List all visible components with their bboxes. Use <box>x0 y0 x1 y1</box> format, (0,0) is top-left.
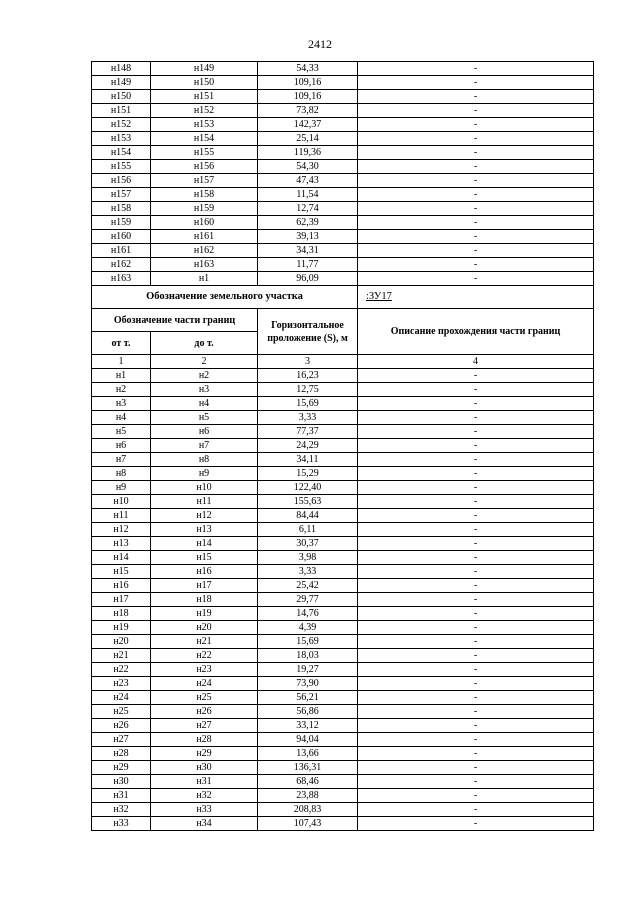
table-row <box>92 62 594 76</box>
table-row <box>92 607 594 621</box>
description-cell: - <box>358 733 594 747</box>
from-point-cell: н26 <box>92 719 151 733</box>
from-point-cell: н24 <box>92 691 151 705</box>
table-row <box>92 76 594 90</box>
from-point-cell: н161 <box>92 244 151 258</box>
description-cell: - <box>358 663 594 677</box>
table-row <box>92 593 594 607</box>
to-point-cell: н3 <box>151 383 258 397</box>
table-row <box>92 230 594 244</box>
to-point-cell: н5 <box>151 411 258 425</box>
to-point-cell: н30 <box>151 761 258 775</box>
from-point-cell: н30 <box>92 775 151 789</box>
table-row <box>92 551 594 565</box>
description-cell: - <box>358 635 594 649</box>
from-point-cell: н153 <box>92 132 151 146</box>
from-point-cell: н27 <box>92 733 151 747</box>
distance-cell: 3,33 <box>258 565 358 579</box>
from-point-cell: н155 <box>92 160 151 174</box>
table-row <box>92 747 594 761</box>
description-cell: - <box>358 747 594 761</box>
to-point-cell: н15 <box>151 551 258 565</box>
table-row <box>92 621 594 635</box>
from-point-cell: н16 <box>92 579 151 593</box>
table-row <box>92 174 594 188</box>
zone-label: Обозначение земельного участка <box>92 286 358 309</box>
distance-cell: 24,29 <box>258 439 358 453</box>
distance-cell: 15,69 <box>258 635 358 649</box>
description-cell: - <box>358 467 594 481</box>
distance-cell: 62,39 <box>258 216 358 230</box>
to-point-cell: н23 <box>151 663 258 677</box>
description-cell: - <box>358 691 594 705</box>
distance-cell: 3,33 <box>258 411 358 425</box>
description-cell: - <box>358 817 594 831</box>
distance-cell: 208,83 <box>258 803 358 817</box>
description-cell: - <box>358 789 594 803</box>
distance-cell: 96,09 <box>258 272 358 286</box>
distance-cell: 15,69 <box>258 397 358 411</box>
distance-cell: 122,40 <box>258 481 358 495</box>
from-point-cell: н20 <box>92 635 151 649</box>
from-point-cell: н33 <box>92 817 151 831</box>
description-cell: - <box>358 188 594 202</box>
distance-cell: 14,76 <box>258 607 358 621</box>
to-point-cell: н1 <box>151 272 258 286</box>
description-cell: - <box>358 803 594 817</box>
to-point-cell: н16 <box>151 565 258 579</box>
to-point-cell: н32 <box>151 789 258 803</box>
description-cell: - <box>358 761 594 775</box>
table-row <box>92 439 594 453</box>
table-row <box>92 565 594 579</box>
description-cell: - <box>358 719 594 733</box>
description-cell: - <box>358 453 594 467</box>
description-cell: - <box>358 118 594 132</box>
to-point-cell: н24 <box>151 677 258 691</box>
to-point-cell: н18 <box>151 593 258 607</box>
table-row <box>92 132 594 146</box>
table-row <box>92 104 594 118</box>
distance-cell: 109,16 <box>258 76 358 90</box>
table-row <box>92 789 594 803</box>
from-point-cell: н15 <box>92 565 151 579</box>
from-point-cell: н151 <box>92 104 151 118</box>
to-point-cell: н19 <box>151 607 258 621</box>
distance-cell: 39,13 <box>258 230 358 244</box>
from-point-cell: н5 <box>92 425 151 439</box>
to-point-cell: н27 <box>151 719 258 733</box>
description-cell: - <box>358 258 594 272</box>
to-point-cell: н14 <box>151 537 258 551</box>
to-point-cell: н158 <box>151 188 258 202</box>
to-point-cell: н2 <box>151 369 258 383</box>
table-row <box>92 481 594 495</box>
distance-cell: 68,46 <box>258 775 358 789</box>
table-row <box>92 216 594 230</box>
distance-cell: 54,30 <box>258 160 358 174</box>
to-point-cell: н21 <box>151 635 258 649</box>
from-point-cell: н18 <box>92 607 151 621</box>
from-point-cell: н23 <box>92 677 151 691</box>
to-point-cell: н10 <box>151 481 258 495</box>
description-cell: - <box>358 216 594 230</box>
distance-cell: 13,66 <box>258 747 358 761</box>
distance-cell: 11,54 <box>258 188 358 202</box>
from-point-cell: н2 <box>92 383 151 397</box>
description-cell: - <box>358 104 594 118</box>
from-point-cell: н12 <box>92 523 151 537</box>
distance-cell: 47,43 <box>258 174 358 188</box>
table-body-top <box>92 62 594 286</box>
to-point-cell: н34 <box>151 817 258 831</box>
distance-cell: 30,37 <box>258 537 358 551</box>
table-row <box>92 691 594 705</box>
description-cell: - <box>358 481 594 495</box>
to-point-cell: н6 <box>151 425 258 439</box>
column-number-2: 2 <box>151 355 258 369</box>
distance-cell: 19,27 <box>258 663 358 677</box>
table-row <box>92 817 594 831</box>
table-row <box>92 761 594 775</box>
column-number-1: 1 <box>92 355 151 369</box>
to-point-cell: н33 <box>151 803 258 817</box>
to-point-cell: н152 <box>151 104 258 118</box>
distance-cell: 25,42 <box>258 579 358 593</box>
distance-cell: 23,88 <box>258 789 358 803</box>
to-point-cell: н20 <box>151 621 258 635</box>
table-row <box>92 775 594 789</box>
description-cell: - <box>358 425 594 439</box>
distance-cell: 56,21 <box>258 691 358 705</box>
table-row <box>92 523 594 537</box>
description-cell: - <box>358 551 594 565</box>
to-point-cell: н22 <box>151 649 258 663</box>
to-point-cell: н8 <box>151 453 258 467</box>
description-cell: - <box>358 62 594 76</box>
description-cell: - <box>358 160 594 174</box>
from-point-cell: н1 <box>92 369 151 383</box>
from-point-cell: н154 <box>92 146 151 160</box>
description-cell: - <box>358 411 594 425</box>
to-point-cell: н31 <box>151 775 258 789</box>
distance-cell: 6,11 <box>258 523 358 537</box>
table-row <box>92 160 594 174</box>
column-number-3: 3 <box>258 355 358 369</box>
to-point-cell: н155 <box>151 146 258 160</box>
table-row <box>92 649 594 663</box>
distance-cell: 34,31 <box>258 244 358 258</box>
from-point-cell: н13 <box>92 537 151 551</box>
column-number-4: 4 <box>358 355 594 369</box>
table-row <box>92 146 594 160</box>
distance-cell: 34,11 <box>258 453 358 467</box>
to-point-cell: н160 <box>151 216 258 230</box>
header-horizontal: Горизонтальное проложение (S), м <box>258 309 358 355</box>
distance-cell: 4,39 <box>258 621 358 635</box>
distance-cell: 73,82 <box>258 104 358 118</box>
table-row <box>92 383 594 397</box>
table-row <box>92 579 594 593</box>
description-cell: - <box>358 523 594 537</box>
table-row <box>92 495 594 509</box>
distance-cell: 155,63 <box>258 495 358 509</box>
table-row <box>92 188 594 202</box>
description-cell: - <box>358 76 594 90</box>
distance-cell: 109,16 <box>258 90 358 104</box>
description-cell: - <box>358 439 594 453</box>
distance-cell: 18,03 <box>258 649 358 663</box>
distance-cell: 142,37 <box>258 118 358 132</box>
table-row <box>92 272 594 286</box>
from-point-cell: н29 <box>92 761 151 775</box>
description-cell: - <box>358 132 594 146</box>
table-row <box>92 411 594 425</box>
distance-cell: 16,23 <box>258 369 358 383</box>
table-header <box>92 286 594 369</box>
to-point-cell: н7 <box>151 439 258 453</box>
description-cell: - <box>358 705 594 719</box>
description-cell: - <box>358 90 594 104</box>
to-point-cell: н163 <box>151 258 258 272</box>
from-point-cell: н7 <box>92 453 151 467</box>
from-point-cell: н159 <box>92 216 151 230</box>
description-cell: - <box>358 677 594 691</box>
to-point-cell: н9 <box>151 467 258 481</box>
from-point-cell: н163 <box>92 272 151 286</box>
to-point-cell: н26 <box>151 705 258 719</box>
description-cell: - <box>358 621 594 635</box>
from-point-cell: н28 <box>92 747 151 761</box>
distance-cell: 11,77 <box>258 258 358 272</box>
table-row <box>92 509 594 523</box>
to-point-cell: н159 <box>151 202 258 216</box>
distance-cell: 84,44 <box>258 509 358 523</box>
distance-cell: 94,04 <box>258 733 358 747</box>
description-cell: - <box>358 230 594 244</box>
table-body-bottom <box>92 369 594 831</box>
to-point-cell: н154 <box>151 132 258 146</box>
from-point-cell: н150 <box>92 90 151 104</box>
table-row <box>92 705 594 719</box>
to-point-cell: н17 <box>151 579 258 593</box>
description-cell: - <box>358 202 594 216</box>
distance-cell: 73,90 <box>258 677 358 691</box>
description-cell: - <box>358 397 594 411</box>
distance-cell: 12,75 <box>258 383 358 397</box>
description-cell: - <box>358 565 594 579</box>
distance-cell: 54,33 <box>258 62 358 76</box>
table-row <box>92 258 594 272</box>
table-row <box>92 453 594 467</box>
table-row <box>92 803 594 817</box>
from-point-cell: н3 <box>92 397 151 411</box>
table-row <box>92 244 594 258</box>
description-cell: - <box>358 579 594 593</box>
from-point-cell: н11 <box>92 509 151 523</box>
distance-cell: 77,37 <box>258 425 358 439</box>
to-point-cell: н149 <box>151 62 258 76</box>
header-parts: Обозначение части границ <box>92 309 258 332</box>
from-point-cell: н158 <box>92 202 151 216</box>
table-row <box>92 719 594 733</box>
from-point-cell: н10 <box>92 495 151 509</box>
distance-cell: 29,77 <box>258 593 358 607</box>
table-row <box>92 118 594 132</box>
zone-row <box>92 286 594 309</box>
table-row <box>92 635 594 649</box>
header-to: до т. <box>151 332 258 355</box>
description-cell: - <box>358 649 594 663</box>
from-point-cell: н22 <box>92 663 151 677</box>
from-point-cell: н17 <box>92 593 151 607</box>
description-cell: - <box>358 244 594 258</box>
header-row <box>92 309 594 332</box>
distance-cell: 56,86 <box>258 705 358 719</box>
from-point-cell: н31 <box>92 789 151 803</box>
from-point-cell: н152 <box>92 118 151 132</box>
table-row <box>92 467 594 481</box>
to-point-cell: н25 <box>151 691 258 705</box>
table-row <box>92 425 594 439</box>
to-point-cell: н156 <box>151 160 258 174</box>
from-point-cell: н148 <box>92 62 151 76</box>
distance-cell: 3,98 <box>258 551 358 565</box>
from-point-cell: н4 <box>92 411 151 425</box>
zone-value: :ЗУ17 <box>358 286 594 309</box>
description-cell: - <box>358 174 594 188</box>
description-cell: - <box>358 272 594 286</box>
header-description: Описание прохождения части границ <box>358 309 594 355</box>
from-point-cell: н6 <box>92 439 151 453</box>
description-cell: - <box>358 775 594 789</box>
description-cell: - <box>358 146 594 160</box>
to-point-cell: н162 <box>151 244 258 258</box>
description-cell: - <box>358 509 594 523</box>
table-row <box>92 397 594 411</box>
distance-cell: 12,74 <box>258 202 358 216</box>
header-from: от т. <box>92 332 151 355</box>
from-point-cell: н162 <box>92 258 151 272</box>
to-point-cell: н157 <box>151 174 258 188</box>
from-point-cell: н8 <box>92 467 151 481</box>
table-row <box>92 369 594 383</box>
description-cell: - <box>358 593 594 607</box>
from-point-cell: н21 <box>92 649 151 663</box>
description-cell: - <box>358 607 594 621</box>
description-cell: - <box>358 369 594 383</box>
table-row <box>92 537 594 551</box>
distance-cell: 119,36 <box>258 146 358 160</box>
from-point-cell: н9 <box>92 481 151 495</box>
from-point-cell: н19 <box>92 621 151 635</box>
from-point-cell: н149 <box>92 76 151 90</box>
to-point-cell: н11 <box>151 495 258 509</box>
to-point-cell: н151 <box>151 90 258 104</box>
description-cell: - <box>358 383 594 397</box>
to-point-cell: н12 <box>151 509 258 523</box>
table-row <box>92 677 594 691</box>
distance-cell: 33,12 <box>258 719 358 733</box>
table-row <box>92 90 594 104</box>
table-row <box>92 733 594 747</box>
column-number-row <box>92 355 594 369</box>
from-point-cell: н156 <box>92 174 151 188</box>
from-point-cell: н25 <box>92 705 151 719</box>
distance-cell: 15,29 <box>258 467 358 481</box>
to-point-cell: н4 <box>151 397 258 411</box>
description-cell: - <box>358 537 594 551</box>
table-row <box>92 202 594 216</box>
page-number: 2412 <box>308 37 332 51</box>
distance-cell: 107,43 <box>258 817 358 831</box>
from-point-cell: н32 <box>92 803 151 817</box>
to-point-cell: н161 <box>151 230 258 244</box>
description-cell: - <box>358 495 594 509</box>
to-point-cell: н28 <box>151 733 258 747</box>
to-point-cell: н13 <box>151 523 258 537</box>
from-point-cell: н157 <box>92 188 151 202</box>
distance-cell: 136,31 <box>258 761 358 775</box>
from-point-cell: н160 <box>92 230 151 244</box>
table-row <box>92 663 594 677</box>
from-point-cell: н14 <box>92 551 151 565</box>
to-point-cell: н153 <box>151 118 258 132</box>
to-point-cell: н29 <box>151 747 258 761</box>
distance-cell: 25,14 <box>258 132 358 146</box>
to-point-cell: н150 <box>151 76 258 90</box>
boundary-table <box>91 61 594 831</box>
